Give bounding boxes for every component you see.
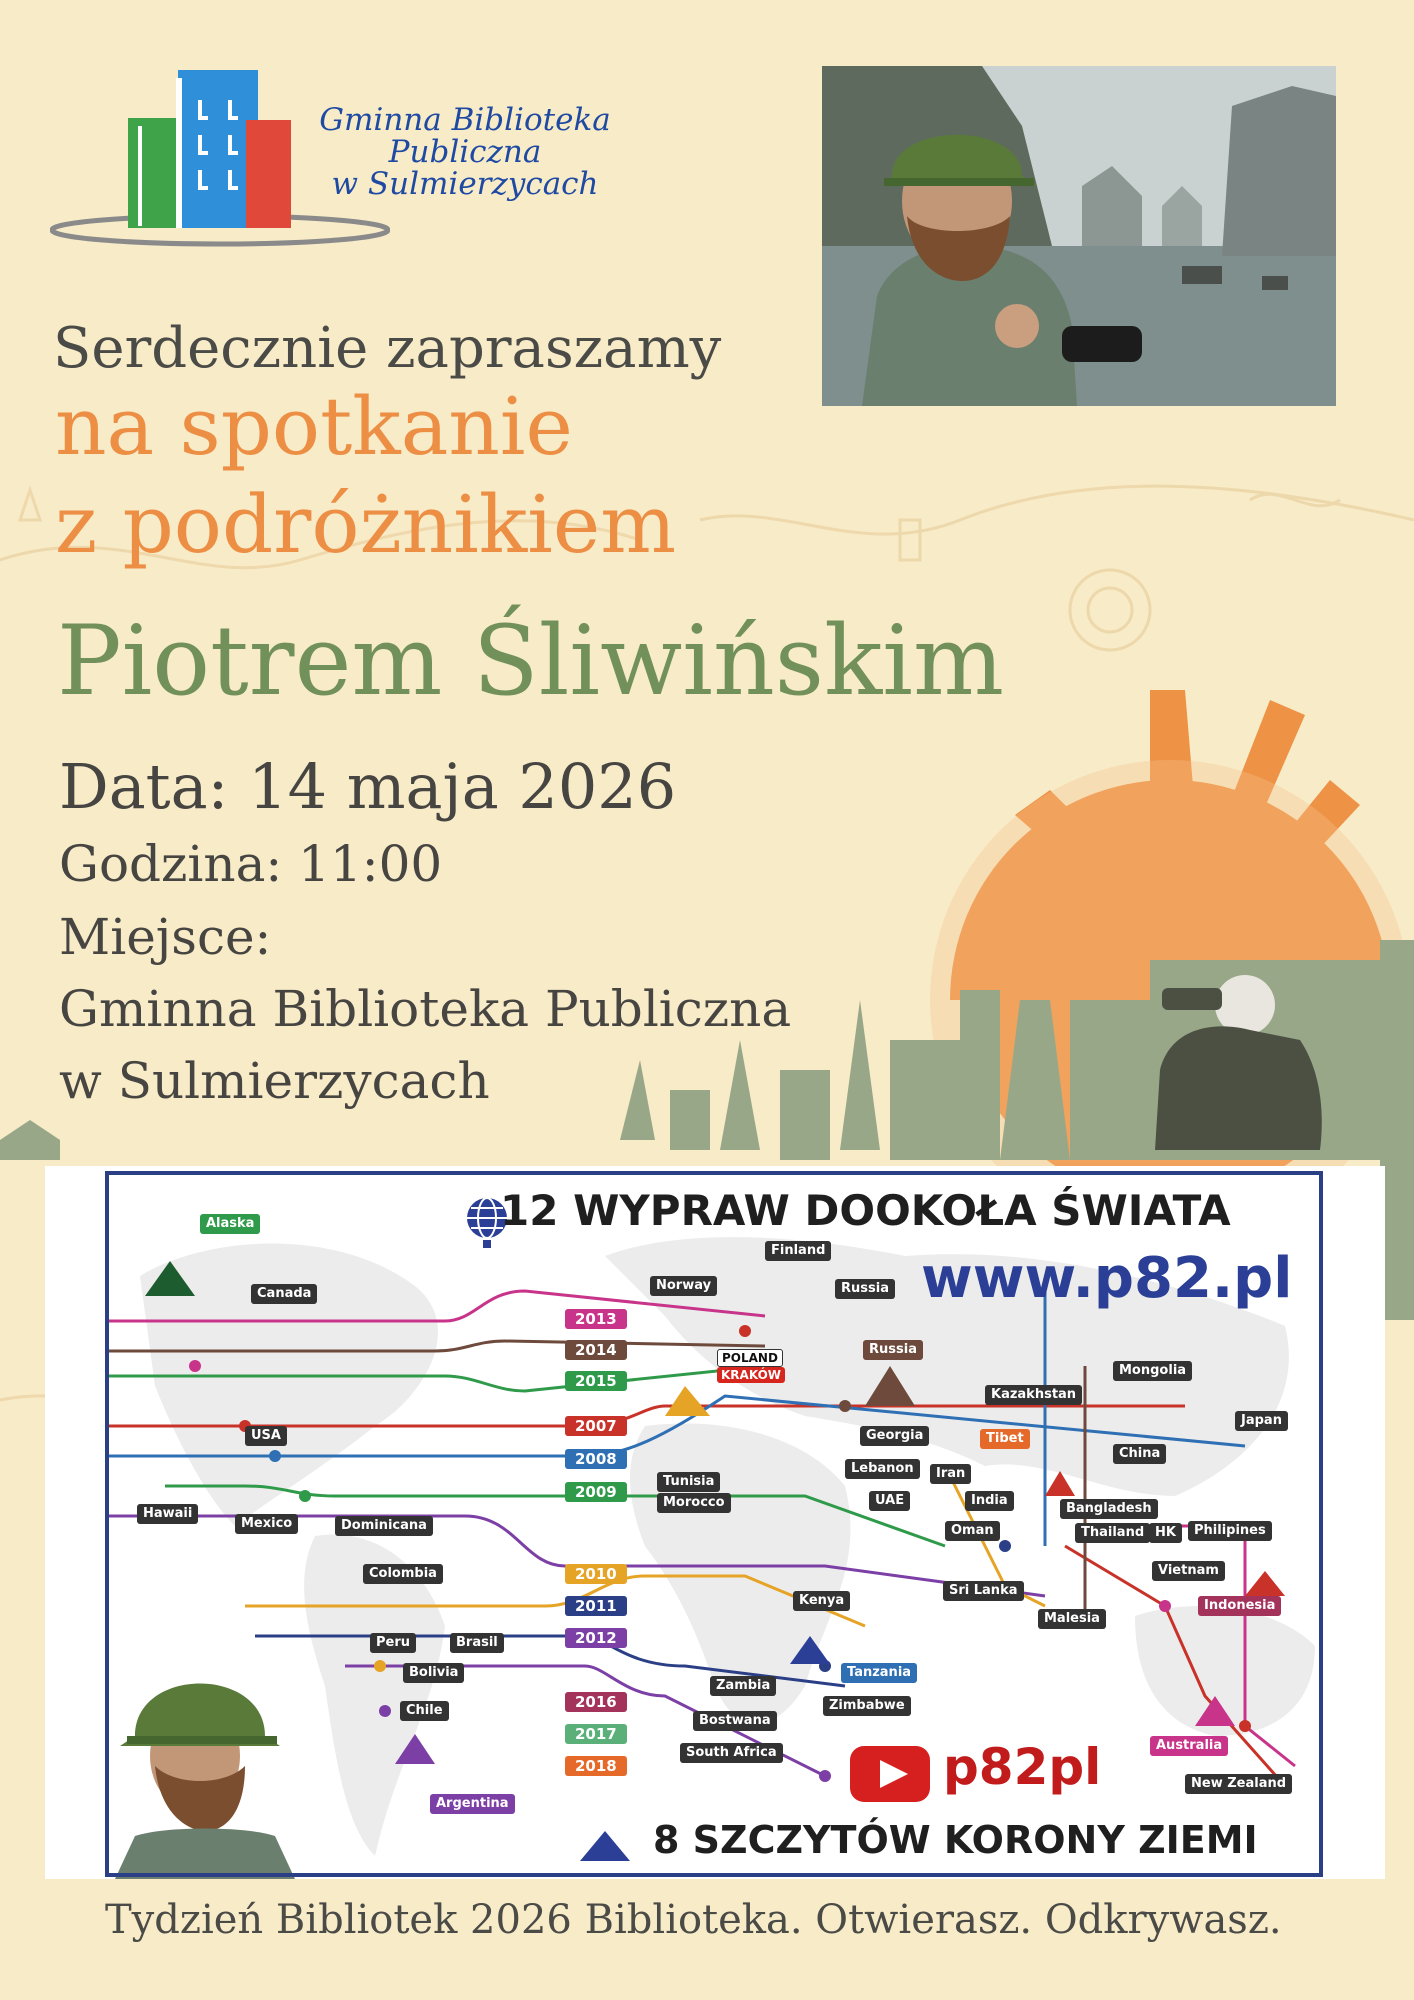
- map-title: 12 WYPRAW DOOKOŁA ŚWIATA: [500, 1186, 1231, 1235]
- library-logo-text: [295, 104, 635, 200]
- place-label: KRAKÓW: [717, 1367, 785, 1383]
- year-tag: 2013: [565, 1309, 627, 1329]
- place-label: Kenya: [793, 1591, 850, 1611]
- place-label: South Africa: [680, 1743, 783, 1763]
- meeting-line-1: na spotkanie: [55, 380, 573, 473]
- place-label: Bangladesh: [1060, 1499, 1158, 1519]
- website-url[interactable]: www.p82.pl: [921, 1246, 1293, 1311]
- year-tag: 2017: [565, 1724, 627, 1744]
- place-label: Zambia: [710, 1676, 776, 1696]
- year-tag: 2010: [565, 1564, 627, 1584]
- place-label: Russia: [863, 1340, 923, 1360]
- year-tag: 2015: [565, 1371, 627, 1391]
- year-tag: 2008: [565, 1449, 627, 1469]
- place-label: Bolivia: [403, 1663, 464, 1683]
- place-label: Iran: [930, 1464, 971, 1484]
- footer-slogan: Tydzień Bibliotek 2026 Biblioteka. Otwierasz. Odkrywasz.: [105, 1897, 1282, 1943]
- place-label: Vietnam: [1152, 1561, 1225, 1581]
- place-label: Tanzania: [841, 1663, 917, 1683]
- invitation-heading: Serdecznie zapraszamy: [53, 316, 722, 381]
- place-label: Malesia: [1038, 1609, 1106, 1629]
- traveler-name: Piotrem Śliwińskim: [57, 605, 1004, 717]
- place-label: Japan: [1235, 1411, 1288, 1431]
- place-label: Norway: [650, 1276, 717, 1296]
- event-date: Data: 14 maja 2026: [59, 750, 677, 823]
- place-label: Zimbabwe: [823, 1696, 911, 1716]
- library-logo: [50, 60, 630, 250]
- event-place-label: Miejsce:: [59, 908, 272, 966]
- place-label: India: [965, 1491, 1014, 1511]
- place-label: USA: [245, 1426, 287, 1446]
- place-label: New Zealand: [1185, 1774, 1292, 1794]
- year-tag: 2009: [565, 1482, 627, 1502]
- place-label: Morocco: [657, 1493, 731, 1513]
- place-label: Colombia: [363, 1564, 443, 1584]
- place-label: Canada: [251, 1284, 317, 1304]
- place-label: Alaska: [200, 1214, 260, 1234]
- place-label: Tibet: [980, 1429, 1030, 1449]
- place-label: Russia: [835, 1279, 895, 1299]
- crown-of-earth-title: 8 SZCZYTÓW KORONY ZIEMI: [653, 1818, 1258, 1862]
- place-label: Tunisia: [657, 1472, 720, 1492]
- place-label: Peru: [370, 1633, 416, 1653]
- year-tag: 2014: [565, 1340, 627, 1360]
- place-label: Lebanon: [845, 1459, 920, 1479]
- place-label: Brasil: [450, 1633, 504, 1653]
- place-label: Kazakhstan: [985, 1385, 1082, 1405]
- place-label: POLAND: [717, 1349, 783, 1367]
- place-label: Argentina: [430, 1794, 515, 1814]
- traveler-photo: [822, 66, 1336, 406]
- place-label: Indonesia: [1198, 1596, 1281, 1616]
- event-time: Godzina: 11:00: [59, 835, 443, 893]
- place-label: Mongolia: [1113, 1361, 1192, 1381]
- place-label: HK: [1149, 1523, 1182, 1543]
- place-label: Thailand: [1075, 1523, 1150, 1543]
- place-label: UAE: [869, 1491, 910, 1511]
- place-label: Georgia: [860, 1426, 929, 1446]
- place-label: Mexico: [235, 1514, 298, 1534]
- place-label: Chile: [400, 1701, 449, 1721]
- place-label: Hawaii: [137, 1504, 198, 1524]
- meeting-line-2: z podróżnikiem: [55, 478, 677, 571]
- place-label: Australia: [1150, 1736, 1228, 1756]
- logo-line-3: w Sulmierzycach: [331, 166, 599, 202]
- place-label: Bostwana: [693, 1711, 777, 1731]
- logo-line-1: Gminna Biblioteka: [319, 102, 611, 138]
- place-label: China: [1113, 1444, 1166, 1464]
- place-label: Oman: [945, 1521, 1000, 1541]
- logo-line-2: Publiczna: [388, 134, 542, 170]
- year-tag: 2012: [565, 1628, 627, 1648]
- place-label: Finland: [765, 1241, 831, 1261]
- year-tag: 2018: [565, 1756, 627, 1776]
- year-tag: 2011: [565, 1596, 627, 1616]
- year-tag: 2007: [565, 1416, 627, 1436]
- place-label: Dominicana: [335, 1516, 433, 1536]
- event-place-line-1: Gminna Biblioteka Publiczna: [59, 980, 792, 1038]
- place-label: Sri Lanka: [943, 1581, 1024, 1601]
- event-place-line-2: w Sulmierzycach: [59, 1052, 490, 1110]
- year-tag: 2016: [565, 1692, 627, 1712]
- youtube-channel[interactable]: p82pl: [943, 1738, 1102, 1796]
- place-label: Philipines: [1188, 1521, 1272, 1541]
- expeditions-map: [45, 1166, 1385, 1879]
